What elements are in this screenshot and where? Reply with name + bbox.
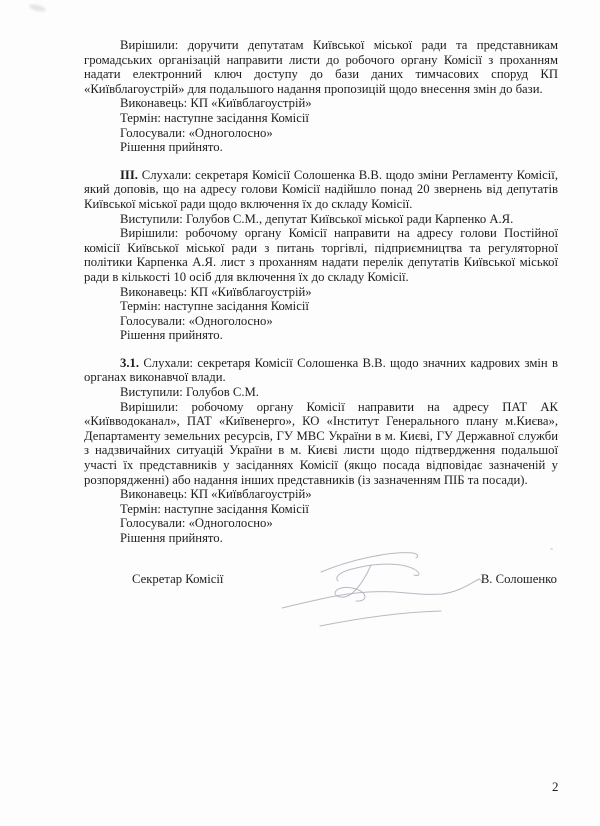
decided-paragraph: Вирішили: робочому органу Комісії направити на адресу ПАТ АК «Київводоканал», ПАТ «Київенерго», КО «Інститут Генерального плану м.Києва», Департаменту земельних ресурсів, ГУ МВС України в м. Києві, ГУ Державної служби з надзвичайних ситуацій України в м. Києві листи щодо підтвердження подальшої участі їх представників у засіданнях Комісії (якщо посада відповідає зазначеній у розпорядженні) або надання інших представників (із зазначенням ПІБ та посади). bbox=[84, 399, 558, 487]
executor-line: Виконавець: КП «Київблагоустрій» bbox=[120, 96, 312, 111]
spoke-line: Виступили: Голубов С.М. bbox=[120, 385, 259, 400]
document-body bbox=[84, 38, 558, 546]
voting-line: Голосували: «Одноголосно» bbox=[120, 125, 273, 140]
term-line: Термін: наступне засідання Комісії bbox=[120, 299, 309, 314]
decided-paragraph: Вирішили: робочому органу Комісії направити на адресу голови Постійної комісії Київської міської ради з питань торгівлі, підприємництва та регуляторної політики Карпенка А.Я. лист з проханням надати перелік депутатів Київської міської ради в кількості 10 осіб для включення їх до складу Комісії. bbox=[84, 226, 558, 284]
executor-line: Виконавець: КП «Київблагоустрій» bbox=[120, 487, 312, 502]
voting-line: Голосували: «Одноголосно» bbox=[120, 516, 273, 531]
heard-text: Слухали: секретаря Комісії Солошенка В.В. щодо значних кадрових змін в органах виконавчої влади. bbox=[84, 355, 558, 385]
section-number: 3.1. bbox=[120, 355, 140, 370]
term-line: Термін: наступне засідання Комісії bbox=[120, 501, 309, 516]
resolution-line: Рішення прийнято. bbox=[120, 531, 223, 545]
spoke-line: Виступили: Голубов С.М., депутат Київської міської ради Карпенко А.Я. bbox=[120, 211, 514, 226]
signature-block bbox=[84, 572, 557, 587]
heard-paragraph bbox=[84, 356, 558, 385]
heard-paragraph bbox=[84, 168, 558, 212]
signature-scribble bbox=[0, 540, 600, 650]
section-3 bbox=[84, 168, 558, 343]
page-number: 2 bbox=[552, 779, 559, 794]
resolution-line: Рішення прийнято. bbox=[120, 328, 223, 343]
signature-role: Секретар Комісії bbox=[132, 572, 224, 586]
scan-smudge bbox=[29, 3, 47, 13]
scan-speck bbox=[550, 548, 553, 550]
term-line: Термін: наступне засідання Комісії bbox=[120, 110, 309, 125]
voting-line: Голосували: «Одноголосно» bbox=[120, 313, 273, 328]
section-number: III. bbox=[120, 167, 138, 182]
decided-paragraph: Вирішили: доручити депутатам Київської міської ради та представникам громадських організацій направити листи до робочого органу Комісії з проханням надати електронний ключ доступу до бази даних тимчасових споруд КП «Київблагоустрій» для подальшого надання пропозицій щодо внесення змін до бази. bbox=[84, 38, 558, 96]
section-3-1 bbox=[84, 356, 558, 546]
heard-text: Слухали: секретаря Комісії Солошенка В.В. щодо зміни Регламенту Комісії, який доповів, що на адресу голови Комісії надійшло понад 20 звернень від депутатів Київської міської ради щодо включення їх до складу Комісії. bbox=[84, 167, 559, 211]
resolution-line: Рішення прийнято. bbox=[120, 140, 223, 155]
section-previous-resolution bbox=[84, 38, 558, 155]
signature-name: В. Солошенко bbox=[480, 572, 557, 586]
executor-line: Виконавець: КП «Київблагоустрій» bbox=[120, 284, 312, 299]
